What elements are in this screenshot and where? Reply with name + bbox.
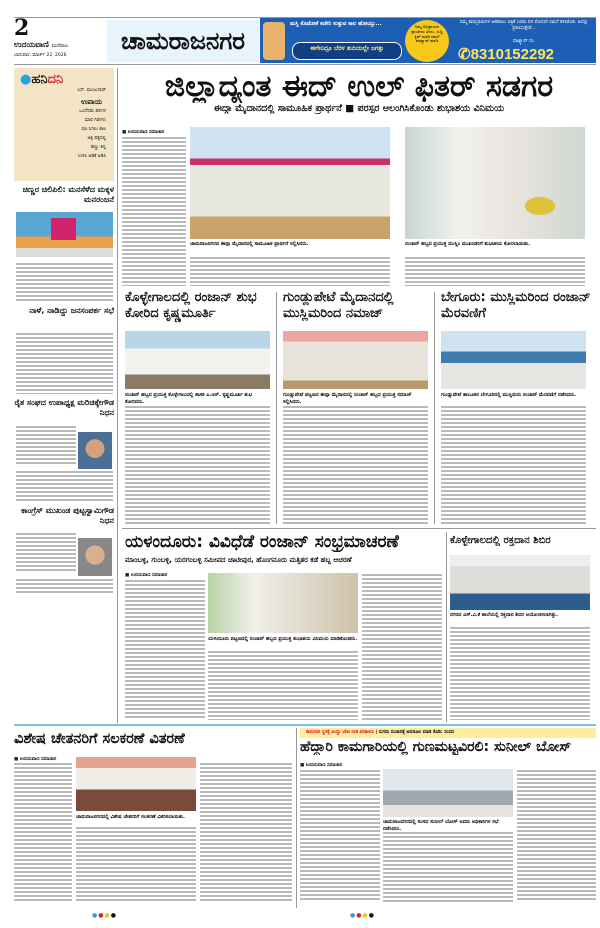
color-registration-marks: ●●●● [92,912,117,919]
lead-text-col1 [122,136,186,286]
story3-text [441,405,586,525]
column-title-a: ಹನಿ [31,72,48,87]
sidebar-story4-text [16,532,76,572]
color-registration-marks: ●●●● [350,912,375,919]
blood-camp-caption: ನಗರದ ಎಸ್.ವಿ.ಕೆ ಶಾಲೆಯಲ್ಲಿ ರಕ್ತದಾನ ಶಿಬಿರ ಆಯೋಜಿಸಲಾಗಿತ್ತು. [450,612,559,618]
sidebar-story1-headline: ಚಿಣ್ಣರ ಚಿಲಿಪಿಲಿ: ಮನಸೆಳೆದ ಮಕ್ಕಳ ಮನರಂಜನೆ [22,185,114,205]
poem-title: ಉಪಾಯ [81,98,102,106]
bottom-right-text-col1 [300,769,380,902]
story3-caption: ಗುಂಡ್ಲುಪೇಟೆ ತಾಲೂಕಿನ ಬೇಗೂರಿನಲ್ಲಿ ಮುಸ್ಲಿಮರು ರಂಜಾನ್ ಮೆರವಣಿಗೆ ನಡೆಸಿದರು. [441,392,577,398]
children-event-photo [16,212,113,257]
masthead-left [14,15,104,64]
story3-photo [441,331,586,389]
poem-line: ಹಣ್ಣು ತಿನ್ನ [90,145,106,150]
ad-right-text: ನಿಮ್ಮ ಕಾಮಗ್ರಾಮಗಳ ಅಹವಾಲು ಪತ್ರಿಕೆ ಎರಡು ದಿನ ಮೊದಲೇ ನಮಗೆ ಕಳಿಸಿಕೊಡಿ. ಅದನ್ನು ಪ್ರಕಟಿಸುತ್ತೇವೆ... [459,20,589,31]
poem-line: ಉಳಿಸಿ ಅಡಿಕೆ ಅಡಿಸಿ [77,154,106,159]
divider [296,728,297,908]
divider [446,532,447,722]
poem-line: ಒಂದೆರಡು ಹನಿಗಳ [79,109,106,114]
whatsapp-icon: ✆ [458,46,471,63]
sidebar-story1-text [16,262,113,302]
yelandur-caption: ಯಳಂದೂರು ಪಟ್ಟಣದಲ್ಲಿ ರಂಜಾನ್ ಹಬ್ಬದ ಪ್ರಯುಕ್ತ ಶುಭಾಶಯ ವಿನಿಮಯ ಮಾಡಿಕೊಂಡರು. [208,636,358,642]
sidebar-story3-text [16,425,76,465]
divider [276,292,277,524]
kicker1: ಕಾಮಗಾರಿ ಸ್ಥಳಕ್ಕೆ ಖುದ್ದು ಭೇಟಿ ನೀಡಿ ಪರಿಶೀಲಿಸಿ [306,730,374,735]
yelandur-photo [208,573,358,633]
edition: ಮಣಿಪಾಲ [51,43,69,49]
sidebar-story2-text [16,332,113,394]
story1-headline: ಕೊಳ್ಳೇಗಾಲದಲ್ಲಿ ರಂಜಾನ್ ಶುಭ ಕೋರಿದ ಕೃಷ್ಣಮೂರ್ತಿ [125,290,257,322]
lead-caption1: ಚಾಮರಾಜನಗರದ ಈದ್ಗಾ ಮೈದಾನದಲ್ಲಿ ಸಾಮೂಹಿಕ ಪ್ರಾರ್ಥನೆ ಸಲ್ಲಿಸಿದರು. [190,241,309,247]
poem-line: ಮಾರ ಗಿಡಗಳು [84,118,106,123]
column-title-b: ದನಿ [47,72,64,87]
kicker2: ಸುಗಮ ಸಂಚಾರಕ್ಕೆ ಅನುಕೂಲ ಮಾಡಿ ಕೊಡಿ: ಸಂಸದ [378,730,454,735]
story1-photo [125,331,270,389]
bottom-left-text-col3 [200,762,292,902]
masthead-rule [14,64,596,65]
bottom-left-headline: ವಿಶೇಷ ಚೇತನರಿಗೆ ಸಲಕರಣೆ ವಿತರಣೆ [14,732,185,747]
lead-subhead: ಈದ್ಗಾ ಮೈದಾನದಲ್ಲಿ ಸಾಮೂಹಿಕ ಪ್ರಾರ್ಥನೆ ■ ಪರಸ್ಪರ ಆಲಂಗಿಸಿಕೊಂಡು ಶುಭಾಶಯ ವಿನಿಮಯ [213,104,505,114]
prayer-ground-photo [190,127,390,239]
section-title: ಚಾಮರಾಜನಗರ [107,20,259,62]
date: ಭಾನುವಾರ, ಮಾರ್ಚ್ 22, 2026 [14,53,67,58]
blood-camp-text [450,626,590,720]
bottom-left-caption: ಚಾಮರಾಜನಗರದಲ್ಲಿ ವಿಶೇಷ ಚೇತನರಿಗೆ ಸಲಕರಣೆ ವಿತರಿಸಲಾಯಿತು. [76,814,185,820]
sidebar-story3-headline: ರೈತ ಸಂಘದ ಉಪಾಧ್ಯಕ್ಷ ಮರಿಚಿಕ್ಕೇಗೌಡ ನಿಧನ [14,398,114,418]
divider [434,292,435,524]
column-author: ಎಸ್. ಮಂಜುನಾಥ್ [77,88,106,93]
yelandur-text-col1 [125,579,205,719]
whatsapp-number [458,45,594,63]
sidebar-story4-headline: ಕಾಂಗ್ರೆಸ್ ಮುಖಂಡ ಪುಟ್ಟಸ್ವಾಮಿಗೌಡ ನಿಧನ [21,506,114,526]
yelandur-text-col3 [362,573,442,720]
bottom-left-byline: ■ ಉದಯವಾಣಿ ಸಮಾಚಾರ [14,757,57,762]
sidebar-story2-headline: ನಾಳೆ, ನಾಡಿದ್ದು ಜನಸಂಪರ್ಕ ಸಭೆ [29,306,114,315]
story2-headline: ಗುಂಡ್ಲುಪೇಟೆ ಮೈದಾನದಲ್ಲಿ ಮುಸ್ಲಿಮರಿಂದ ನಮಾಜ್ [283,290,394,322]
ad-line1: ಮಸ್ತಿ ಕೊಡೋಕೆ ಕಚೇರಿ ಸುತ್ತುವ ಕಾಲ ಹೋಯ್ತು... [290,21,382,27]
bottom-right-text-col3 [517,769,596,902]
story1-text [125,405,270,525]
sidebar-story4-text-b [16,578,113,594]
ad-badge: ನಿಮ್ಮ ಅಭಿಪ್ರಾಯದ ಪ್ರಾಂತೀಯ ತಿಳಿಸು. ಸುದ್ದಿ ಕ್ಲಿಪ್ ಮಾಡಿ ನಮಗೆ ವಾಟ್ಸ್ಯಾಪ್ ಮಾಡಿ [405,20,449,62]
poem-line: ಫಲ ಸಿಗಲು ಕಾಲ [81,127,106,132]
paper-name: ಉದಯವಾಣಿ [14,40,49,49]
blood-camp-photo [450,555,590,610]
bottom-right-text-col2 [383,831,513,902]
poem-line: ಅಕ್ಕ ಪಕ್ಕದಲ್ಲಿ [87,136,106,141]
phone-hand-icon [263,22,285,60]
equipment-photo [76,757,196,811]
bottom-right-caption: ಚಾಮರಾಜನಗರದಲ್ಲಿ ಸಂಸದ ಸುನೀಲ್ ಬೋಸ್ ಅವರು ಅಧಿಕಾರಿಗಳ ಸಭೆ ನಡೆಸಿದರು. [383,819,499,832]
bottom-right-kicker: ಕಾಮಗಾರಿ ಸ್ಥಳಕ್ಕೆ ಖುದ್ದು ಭೇಟಿ ನೀಡಿ ಪರಿಶೀಲಿಸಿ | ಸುಗಮ ಸಂಚಾರಕ್ಕೆ ಅನುಕೂಲ ಮಾಡಿ ಕೊಡಿ: ಸಂಸದ [300,728,596,738]
meeting-photo [383,769,513,817]
story2-photo [283,331,428,389]
bottom-left-text-col2 [76,826,196,902]
greeting-photo [405,127,585,239]
story3-headline: ಬೇಗೂರು: ಮುಸ್ಲಿಮರಿಂದ ರಂಜಾನ್ ಮೆರವಣಿಗೆ [441,290,591,322]
lead-byline: ■ ಉದಯವಾಣಿ ಸಮಾಚಾರ [122,130,165,135]
section-rule [122,528,596,529]
story2-text [283,405,428,525]
ad-line2: ಈಗೇನಿದ್ರೂ ಬೆರಳ ತುದಿಯಲ್ಲೇ ಜಗತ್ತು [292,42,402,60]
portrait-photo-2 [78,538,112,576]
ad-banner [260,18,596,63]
story1-caption: ರಂಜಾನ್ ಹಬ್ಬದ ಪ್ರಯುಕ್ತ ಕೊಳ್ಳೇಗಾಲದಲ್ಲಿ ಶಾಸಕ ಎ.ಆರ್. ಕೃಷ್ಣಮೂರ್ತಿ ಶುಭ ಕೋರಿದರು. [125,392,253,405]
column-box [14,68,114,181]
bottom-left-text-col1 [14,762,72,902]
bottom-right-headline: ಹೆದ್ದಾರಿ ಕಾಮಗಾರಿಯಲ್ಲಿ ಗುಣಮಟ್ಟವಿರಲಿ: ಸುನೀಲ್ ಬೋಸ್ [300,740,572,755]
lead-caption2: ರಂಜಾನ್ ಹಬ್ಬದ ಪ್ರಯುಕ್ತ ಮುಸ್ಲಿಂ ಮುಖಂಡರಿಗೆ ಶುಭಾಶಯ ಕೋರಲಾಯಿತು. [405,241,531,247]
bottom-right-byline: ■ ಉದಯವಾಣಿ ಸಮಾಚಾರ [300,763,343,768]
yelandur-subhead: ಮಾಂಬಳ್ಳಿ, ಗುಂಬಳ್ಳಿ, ಯರಗಂಬಳ್ಳಿ ಸಮೀಪದ ಚಾಟೀಪುರ, ಹೊಂಗನೂರು ಮತ್ತಿತರ ಕಡೆ ಹಬ್ಬ ಆಚರಣೆ [125,557,352,564]
whatsapp-label: ವಾಟ್ಸ್ಯಾಪ್ ನಂ. [513,39,535,44]
yelandur-headline: ಯಳಂದೂರು: ವಿವಿಧೆಡೆ ರಂಜಾನ್ ಸಂಭ್ರಮಾಚರಣೆ [125,533,399,552]
column-divider [117,68,118,723]
bottom-rule [14,724,596,726]
portrait-photo [78,432,112,469]
yelandur-text-col2 [208,650,358,720]
lead-headline: ಜಿಲ್ಲಾದ್ಯಂತ ಈದ್ ಉಲ್ ಫಿತರ್ ಸಡಗರ [164,70,554,103]
blood-camp-headline: ಕೊಳ್ಳೇಗಾಲದಲ್ಲಿ ರಕ್ತದಾನ ಶಿಬಿರ [450,535,551,546]
lead-text-col3 [405,256,585,286]
sidebar-story3-text-b [16,470,113,502]
lead-text-col2 [190,256,390,286]
phone-number: 8310152292 [470,46,555,63]
drop-icon: ● [20,72,32,87]
yelandur-byline: ■ ಉದಯವಾಣಿ ಸಮಾಚಾರ [125,573,168,578]
page-number: 2 [14,15,30,41]
story2-caption: ಗುಂಡ್ಲುಪೇಟೆ ಪಟ್ಟಣದ ಈದ್ಗಾ ಮೈದಾನದಲ್ಲಿ ರಂಜಾನ್ ಹಬ್ಬದ ಪ್ರಯುಕ್ತ ನಮಾಜ್ ಸಲ್ಲಿಸಿದರು. [283,392,412,405]
